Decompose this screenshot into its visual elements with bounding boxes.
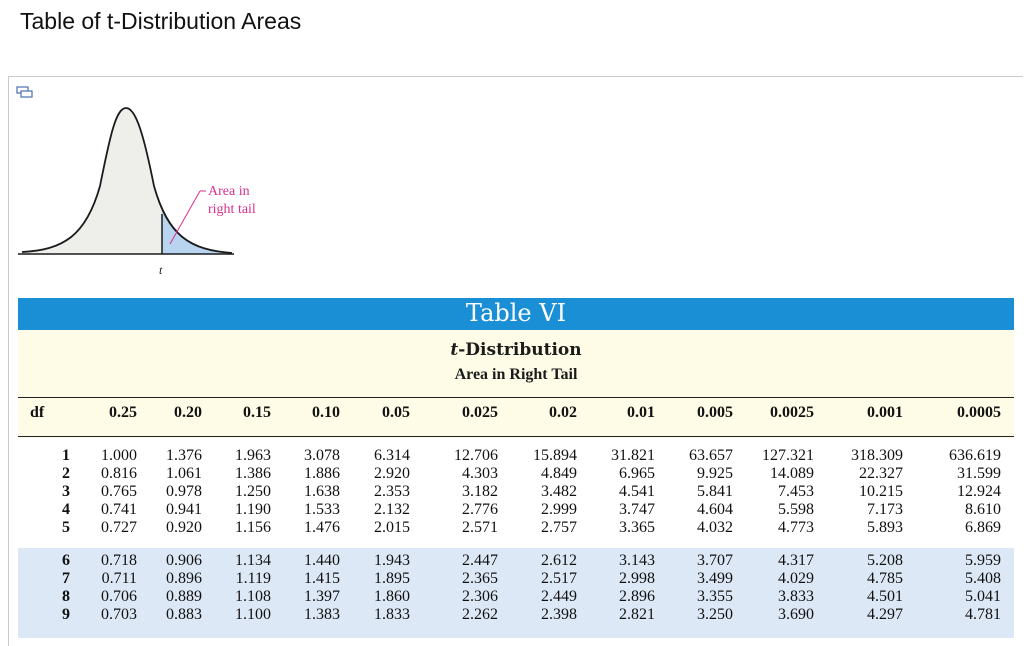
column-header: 0.20	[174, 404, 202, 421]
table-cell: 3.355	[697, 588, 733, 605]
df-cell: 5	[62, 519, 70, 536]
table-cell: 31.821	[611, 447, 655, 464]
table-cell: 2.015	[374, 519, 410, 536]
table-cell: 4.501	[867, 588, 903, 605]
table-cell: 10.215	[859, 483, 903, 500]
table-cell: 6.869	[965, 519, 1001, 536]
table-cell: 1.061	[166, 465, 202, 482]
page-title: Table of t-Distribution Areas	[20, 8, 302, 34]
table-cell: 6.965	[619, 465, 655, 482]
table-cell: 2.757	[541, 519, 577, 536]
table-cell: 3.499	[697, 570, 733, 587]
table-cell: 4.032	[697, 519, 733, 536]
area-label-line2: right tail	[208, 202, 256, 217]
table-cell: 1.397	[304, 588, 340, 605]
table-cell: 9.925	[697, 465, 733, 482]
table-cell: 1.134	[235, 552, 271, 569]
table-cell: 0.978	[166, 483, 202, 500]
table-cell: 1.100	[235, 606, 271, 623]
table-cell: 2.896	[619, 588, 655, 605]
column-header: 0.025	[462, 404, 498, 421]
table-cell: 2.776	[462, 501, 498, 518]
table-cell: 4.849	[541, 465, 577, 482]
table-cell: 4.297	[867, 606, 903, 623]
table-cell: 12.924	[957, 483, 1001, 500]
df-cell: 6	[62, 552, 70, 569]
df-cell: 2	[62, 465, 70, 482]
table-cell: 5.208	[867, 552, 903, 569]
column-header: 0.01	[627, 404, 655, 421]
table-cell: 3.250	[697, 606, 733, 623]
header-bottom-rule	[18, 436, 1014, 437]
header-top-rule	[18, 397, 1014, 398]
table-cell: 1.156	[235, 519, 271, 536]
df-cell: 3	[62, 483, 70, 500]
column-header: 0.05	[382, 404, 410, 421]
table-cell: 1.383	[304, 606, 340, 623]
table-cell: 0.889	[166, 588, 202, 605]
table-cell: 1.119	[235, 570, 271, 587]
table-cell: 1.190	[235, 501, 271, 518]
table-cell: 2.998	[619, 570, 655, 587]
table-cell: 3.365	[619, 519, 655, 536]
table-cell: 0.883	[166, 606, 202, 623]
column-header: 0.0005	[957, 404, 1001, 421]
table-cell: 1.415	[304, 570, 340, 587]
table-cell: 0.711	[101, 570, 137, 587]
table-cell: 7.453	[778, 483, 814, 500]
table-cell: 2.262	[462, 606, 498, 623]
df-cell: 1	[62, 447, 70, 464]
column-header: 0.02	[549, 404, 577, 421]
table-cell: 5.598	[778, 501, 814, 518]
table-cell: 5.893	[867, 519, 903, 536]
table-cell: 5.041	[965, 588, 1001, 605]
table-caption-area	[18, 330, 1014, 438]
table-cell: 1.943	[374, 552, 410, 569]
table-cell: 2.920	[374, 465, 410, 482]
table-cell: 1.886	[304, 465, 340, 482]
table-cell: 3.833	[778, 588, 814, 605]
table-cell: 2.447	[462, 552, 498, 569]
table-cell: 6.314	[374, 447, 410, 464]
table-cell: 2.517	[541, 570, 577, 587]
column-header: 0.005	[697, 404, 733, 421]
table-cell: 0.765	[101, 483, 137, 500]
subtitle-italic-t: t	[450, 340, 459, 360]
table-cell: 1.376	[166, 447, 202, 464]
table-cell: 4.541	[619, 483, 655, 500]
table-cell: 2.398	[541, 606, 577, 623]
table-cell: 636.619	[949, 447, 1001, 464]
df-cell: 8	[62, 588, 70, 605]
column-header: 0.001	[867, 404, 903, 421]
table-cell: 1.963	[235, 447, 271, 464]
table-cell: 4.303	[462, 465, 498, 482]
table-cell: 2.612	[541, 552, 577, 569]
table-cell: 1.440	[304, 552, 340, 569]
table-cell: 1.833	[374, 606, 410, 623]
table-cell: 1.108	[235, 588, 271, 605]
table-cell: 5.841	[697, 483, 733, 500]
table-cell: 0.703	[101, 606, 137, 623]
table-cell: 1.860	[374, 588, 410, 605]
table-cell: 1.000	[101, 447, 137, 464]
table-cell: 0.718	[101, 552, 137, 569]
table-cell: 3.482	[541, 483, 577, 500]
table-cell: 22.327	[859, 465, 903, 482]
table-subtitle	[18, 340, 1014, 360]
table-cell: 31.599	[957, 465, 1001, 482]
table-cell: 1.895	[374, 570, 410, 587]
table-cell: 1.533	[304, 501, 340, 518]
table-cell: 318.309	[851, 447, 903, 464]
column-header: 0.25	[109, 404, 137, 421]
table-cell: 1.250	[235, 483, 271, 500]
table-cell: 0.920	[166, 519, 202, 536]
curve-fill-body	[22, 108, 232, 254]
table-cell: 0.896	[166, 570, 202, 587]
table-cell: 0.906	[166, 552, 202, 569]
table-cell: 2.571	[462, 519, 498, 536]
table-cell: 4.773	[778, 519, 814, 536]
table-cell: 2.353	[374, 483, 410, 500]
table-cell: 3.690	[778, 606, 814, 623]
table-cell: 2.132	[374, 501, 410, 518]
t-distribution-curve-figure	[18, 96, 278, 286]
table-header-band	[18, 298, 1014, 330]
table-cell: 0.941	[166, 501, 202, 518]
table-cell: 127.321	[762, 447, 814, 464]
table-cell: 2.449	[541, 588, 577, 605]
table-cell: 2.821	[619, 606, 655, 623]
table-cell: 3.078	[304, 447, 340, 464]
table-cell: 5.959	[965, 552, 1001, 569]
table-cell: 1.476	[304, 519, 340, 536]
table-caption: Area in Right Tail	[454, 366, 578, 383]
table-cell: 4.781	[965, 606, 1001, 623]
table-cell: 0.741	[101, 501, 137, 518]
table-cell: 3.747	[619, 501, 655, 518]
table-cell: 2.306	[462, 588, 498, 605]
table-cell: 3.182	[462, 483, 498, 500]
table-cell: 63.657	[689, 447, 733, 464]
t-label: t	[159, 263, 163, 277]
table-cell: 8.610	[965, 501, 1001, 518]
table-cell: 2.999	[541, 501, 577, 518]
table-cell: 14.089	[770, 465, 814, 482]
df-cell: 4	[62, 501, 70, 518]
table-cell: 12.706	[454, 447, 498, 464]
table-cell: 3.143	[619, 552, 655, 569]
table-cell: 7.173	[867, 501, 903, 518]
table-cell: 0.816	[101, 465, 137, 482]
column-header: 0.0025	[770, 404, 814, 421]
table-cell: 2.365	[462, 570, 498, 587]
table-cell: 0.727	[101, 519, 137, 536]
subtitle-rest: -Distribution	[458, 340, 582, 360]
area-pointer-line	[170, 191, 200, 244]
table-title: Table VI	[465, 299, 567, 327]
df-column-header: df	[30, 404, 45, 421]
table-cell: 1.638	[304, 483, 340, 500]
column-header: 0.10	[312, 404, 340, 421]
table-cell: 3.707	[697, 552, 733, 569]
table-cell: 0.706	[101, 588, 137, 605]
table-cell: 4.317	[778, 552, 814, 569]
column-header: 0.15	[243, 404, 271, 421]
table-cell: 5.408	[965, 570, 1001, 587]
df-cell: 9	[62, 606, 70, 623]
table-cell: 4.029	[778, 570, 814, 587]
table-cell: 15.894	[533, 447, 577, 464]
area-label-line1: Area in	[208, 184, 250, 199]
table-cell: 1.386	[235, 465, 271, 482]
table-cell: 4.604	[697, 501, 733, 518]
table-cell: 4.785	[867, 570, 903, 587]
df-cell: 7	[62, 570, 70, 587]
